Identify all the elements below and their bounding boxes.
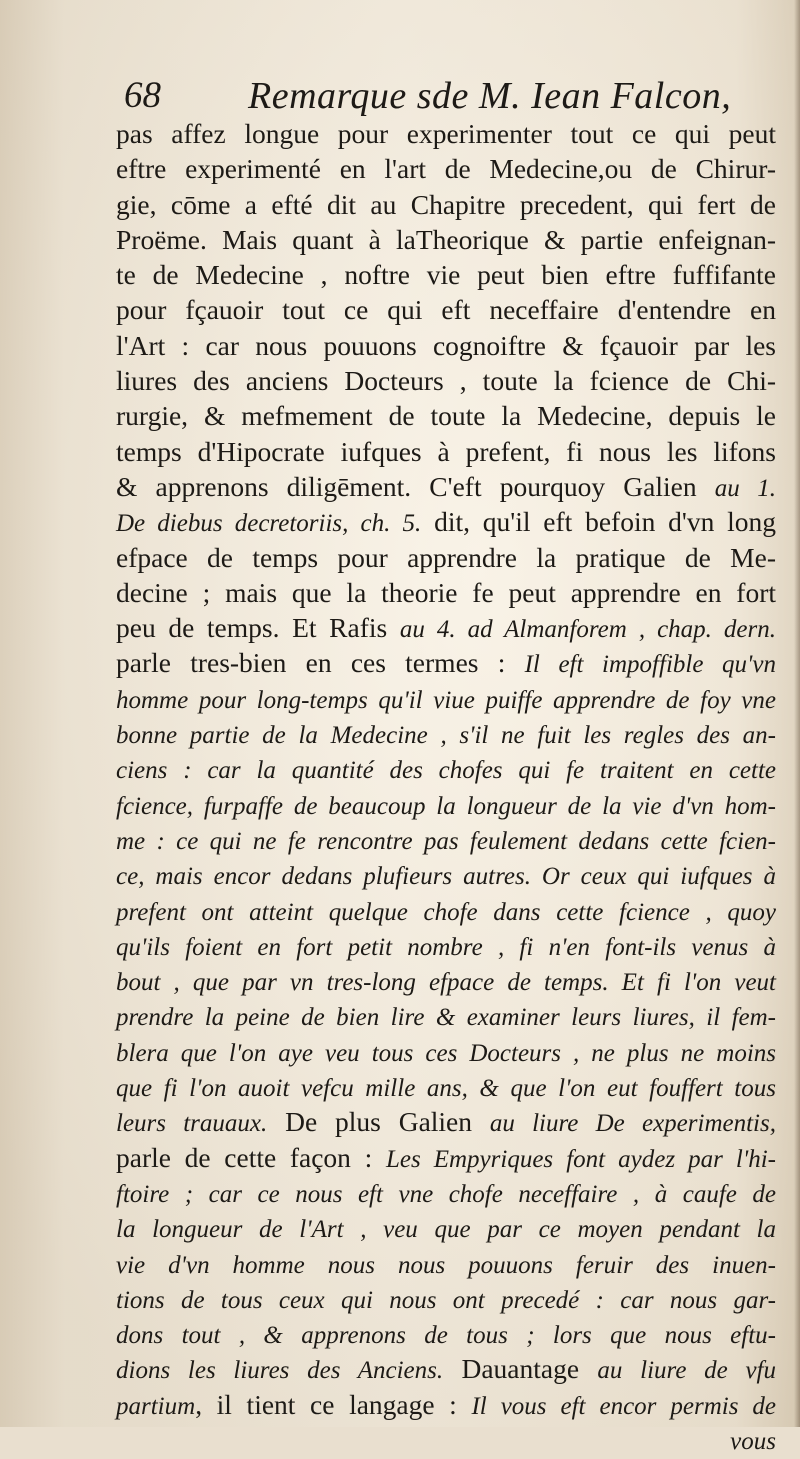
text-line xyxy=(116,434,776,469)
running-head: Remarque sde M. Iean Falcon, xyxy=(248,75,732,117)
text-line xyxy=(116,151,776,186)
italic-segment: fcience, furpaffe de beaucoup la longueur de la vie d'vn hom- xyxy=(116,792,776,820)
text-line xyxy=(116,1210,776,1245)
text-line xyxy=(116,1246,776,1281)
text-line xyxy=(116,1034,776,1069)
text-line xyxy=(116,540,776,575)
italic-segment: au 1. xyxy=(714,474,776,502)
italic-segment: qu'ils foient en fort petit nombre , fi n'en font-ils venus à xyxy=(116,933,776,961)
text-line xyxy=(116,1175,776,1210)
text-line xyxy=(116,822,776,857)
roman-segment: parle de cette façon : xyxy=(116,1141,386,1173)
roman-segment: Dauantage xyxy=(443,1353,598,1385)
italic-segment: vie d'vn homme nous nous pouuons feruir des inuen- xyxy=(116,1251,776,1279)
text-line xyxy=(116,645,776,680)
roman-segment: decine ; mais que la theorie fe peut apprendre en fort xyxy=(116,576,776,608)
text-line xyxy=(116,681,776,716)
roman-segment: rurgie, & mefmement de toute la Medecine, depuis le xyxy=(116,400,776,432)
text-line xyxy=(116,257,776,292)
text-line xyxy=(116,575,776,610)
italic-segment: De diebus decretoriis, ch. 5. xyxy=(116,510,422,538)
italic-segment: Il eft impoffible qu'vn xyxy=(524,651,776,679)
italic-segment: leurs trauaux. xyxy=(116,1110,268,1138)
roman-segment: pour fçauoir tout ce qui eft neceffaire d'entendre en xyxy=(116,294,776,326)
text-line xyxy=(116,1140,776,1175)
page-edge-shadow xyxy=(794,0,800,1427)
text-line xyxy=(116,363,776,398)
italic-segment: au liure De experimentis, xyxy=(489,1110,776,1138)
roman-segment: & apprenons diligēment. C'eft pourquoy Galien xyxy=(116,470,715,502)
italic-segment: dons tout , & apprenons de tous ; lors que nous eftu- xyxy=(116,1322,776,1350)
text-line xyxy=(116,1281,776,1316)
italic-segment: ciens : car la quantité des chofes qui fe traitent en cette xyxy=(116,757,776,785)
italic-segment: blera que l'on aye veu tous ces Docteurs , ne plus ne moins xyxy=(116,1039,776,1067)
italic-segment: au 4. ad Almanforem , chap. dern. xyxy=(399,616,776,644)
page-number: 68 xyxy=(124,75,161,116)
italic-segment: la longueur de l'Art , veu que par ce moyen pendant la xyxy=(116,1216,776,1244)
italic-segment: au liure de vfu xyxy=(597,1357,777,1385)
text-line xyxy=(116,1104,776,1139)
roman-segment: gie, cōme a efté dit au Chapitre precedent, qui fert de xyxy=(116,188,776,220)
text-line xyxy=(116,857,776,892)
roman-segment: De plus Galien xyxy=(267,1106,490,1138)
italic-segment: Les Empyriques font aydez par l'hi- xyxy=(385,1145,776,1173)
roman-segment: eftre experimenté en l'art de Medecine,ou de Chirur- xyxy=(116,153,776,185)
text-line xyxy=(116,751,776,786)
italic-segment: dions les liures des Anciens. xyxy=(116,1357,444,1385)
italic-segment: ce, mais encor dedans plufieurs autres. Or ceux qui iufques à xyxy=(116,863,776,891)
italic-segment: prefent ont atteint quelque chofe dans cette fcience , quoy xyxy=(116,898,776,926)
roman-segment: , il tient ce langage : xyxy=(195,1388,472,1420)
text-line xyxy=(116,610,776,645)
text-line xyxy=(116,893,776,928)
body-text xyxy=(116,116,776,1457)
roman-segment: peu de temps. Et Rafis xyxy=(116,612,400,644)
italic-segment: prendre la peine de bien lire & examiner leurs liures, il fem- xyxy=(116,1004,776,1032)
text-line xyxy=(116,504,776,539)
italic-segment: homme pour long-temps qu'il viue puiffe apprendre de foy vne xyxy=(116,686,776,714)
text-line xyxy=(116,398,776,433)
roman-segment: l'Art : car nous pouuons cognoiftre & fçauoir par les xyxy=(116,329,776,361)
italic-segment: Il vous eft encor permis de xyxy=(471,1392,777,1420)
roman-segment: parle tres-bien en ces termes : xyxy=(116,647,525,679)
text-line xyxy=(116,1422,776,1457)
italic-segment: partium xyxy=(116,1392,196,1420)
text-line xyxy=(116,187,776,222)
italic-segment: bout , que par vn tres-long efpace de temps. Et fi l'on veut xyxy=(116,969,776,997)
text-line xyxy=(116,963,776,998)
italic-segment: vous xyxy=(730,1427,776,1455)
roman-segment: dit, qu'il eft befoin d'vn long xyxy=(421,506,776,538)
text-line xyxy=(116,469,776,504)
text-line xyxy=(116,222,776,257)
text-line xyxy=(116,1069,776,1104)
italic-segment: ftoire ; car ce nous eft vne chofe neceffaire , à caufe de xyxy=(116,1180,776,1208)
italic-segment: que fi l'on auoit vefcu mille ans, & que l'on eut fouffert tous xyxy=(116,1075,776,1103)
text-line xyxy=(116,787,776,822)
text-line xyxy=(116,998,776,1033)
italic-segment: tions de tous ceux qui nous ont precedé : car nous gar- xyxy=(116,1286,776,1314)
roman-segment: efpace de temps pour apprendre la pratique de Me- xyxy=(116,541,776,573)
text-line xyxy=(116,292,776,327)
text-line xyxy=(116,716,776,751)
roman-segment: liures des anciens Docteurs , toute la fcience de Chi- xyxy=(116,365,776,397)
roman-segment: pas affez longue pour experimenter tout ce qui peut xyxy=(116,118,776,149)
text-line xyxy=(116,928,776,963)
roman-segment: temps d'Hipocrate iufques à prefent, fi nous les lifons xyxy=(116,435,776,467)
text-line xyxy=(116,328,776,363)
text-line xyxy=(116,1387,776,1422)
text-line xyxy=(116,1316,776,1351)
roman-segment: Proëme. Mais quant à laTheorique & partie enfeignan- xyxy=(116,223,776,255)
italic-segment: me : ce qui ne fe rencontre pas feulement dedans cette fcien- xyxy=(116,827,776,855)
text-line xyxy=(116,1351,776,1386)
roman-segment: te de Medecine , noftre vie peut bien eftre fuffifante xyxy=(116,259,776,291)
italic-segment: bonne partie de la Medecine , s'il ne fuit les regles des an- xyxy=(116,722,776,750)
text-line xyxy=(116,116,776,151)
